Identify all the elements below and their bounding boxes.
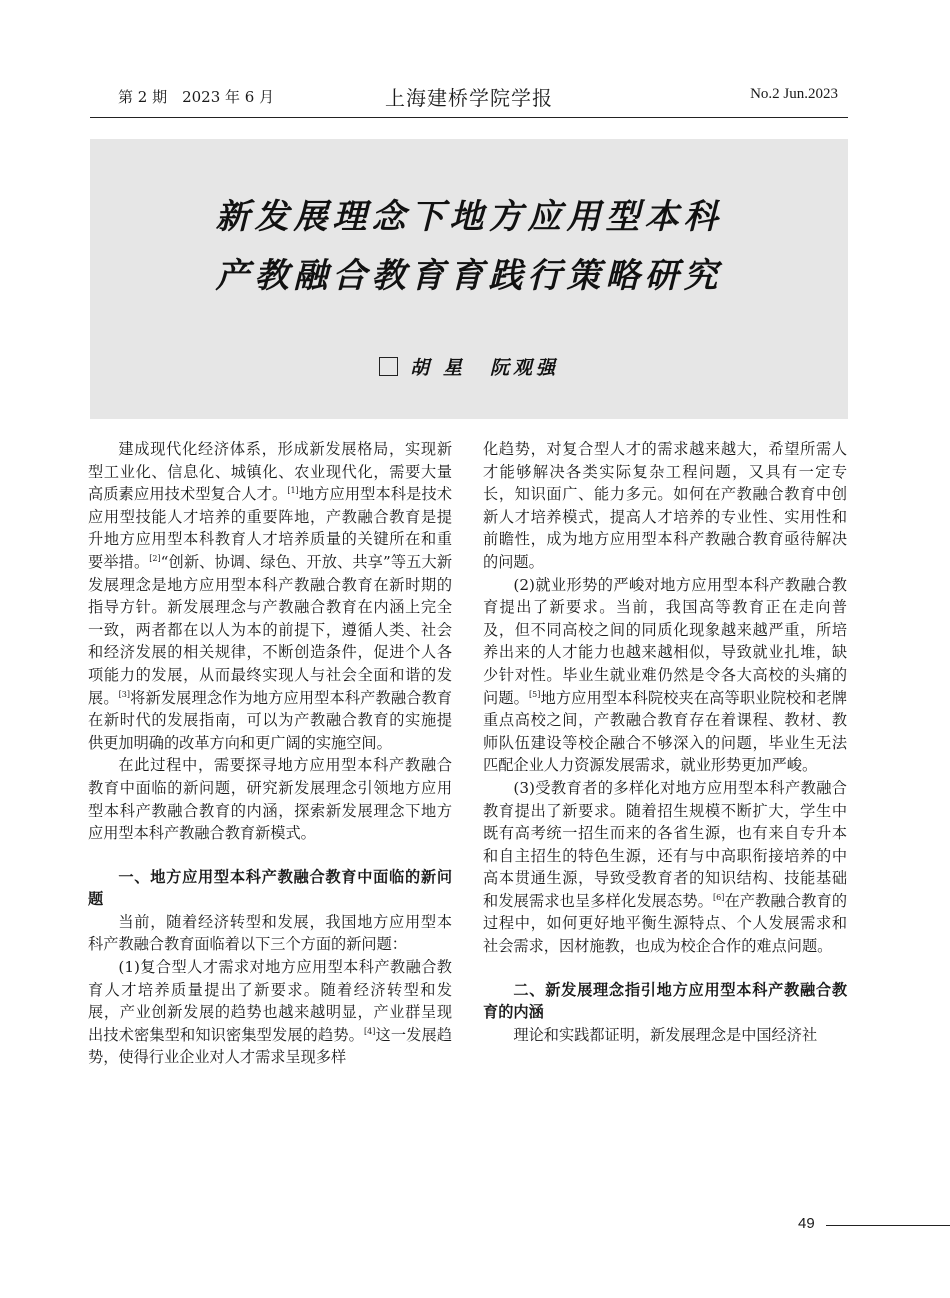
- title-block: [90, 139, 848, 419]
- author-line: [90, 353, 848, 380]
- page-number: 49: [798, 1215, 815, 1232]
- paragraph: (3)受教育者的多样化对地方应用型本科产教融合教育提出了新要求。随着招生规模不断扩大，学生中既有高考统一招生而来的各省生源，也有来自专升本和自主招生的特色生源，还有与中高职衔接培养的中高本贯通生源，导致受教育者的知识结构、技能基础和发展需求也呈多样化发展态势。[6]在产教融合教育的过程中，如何更好地平衡生源特点、个人发展需求和社会需求，因材施教，也成为校企合作的难点问题。: [483, 778, 848, 956]
- page-number-rule: [826, 1225, 950, 1226]
- paragraph: 在此过程中，需要探寻地方应用型本科产教融合教育中面临的新问题，研究新发展理念引领地方应用型本科产教融合教育的内涵，探索新发展理念下地方应用型本科产教融合教育新模式。: [88, 756, 452, 843]
- citation: [3]: [118, 689, 131, 699]
- journal-name: 上海建桥学院学报: [385, 86, 553, 110]
- citation: [1]: [287, 486, 299, 496]
- author-2: 阮观强: [490, 357, 560, 379]
- citation: [6]: [713, 892, 725, 902]
- issue-info: 第 2 期 2023 年 6 月: [118, 88, 275, 106]
- paragraph: 理论和实践都证明，新发展理念是中国经济社: [513, 1025, 818, 1044]
- citation: [5]: [529, 689, 541, 699]
- paragraph: (2)就业形势的严峻对地方应用型本科产教融合教育提出了新要求。当前，我国高等教育正在走向普及，但不同高校之间的同质化现象越来越严重，所培养出来的人才能力也越来越相似，导致就业扎堆，缺少针对性。毕业生就业难仍然是令各大高校的头痛的问题。[5]地方应用型本科院校夹在高等职业院校和老牌重点高校之间，产教融合教育存在着课程、教材、教师队伍建设等校企融合不够深入的问题，毕业生无法匹配企业人力资源发展需求，就业形势更加严峻。: [483, 575, 848, 775]
- paper-title-line-1: 新发展理念下地方应用型本科: [215, 197, 723, 237]
- citation: [2]: [149, 553, 161, 563]
- right-column: [483, 438, 847, 1046]
- paper-title-line-2: 产教融合教育育践行策略研究: [215, 256, 723, 296]
- section-heading-1: 一、地方应用型本科产教融合教育中面临的新问题: [88, 867, 452, 909]
- paragraph: 当前，随着经济转型和发展，我国地方应用型本科产教融合教育面临着以下三个方面的新问题：: [88, 912, 452, 954]
- header-rule: [90, 117, 848, 118]
- running-header: [90, 84, 848, 114]
- paragraph: 建成现代化经济体系，形成新发展格局，实现新型工业化、信息化、城镇化、农业现代化，需要大量高质素应用技术型复合人才。[1]地方应用型本科是技术应用型技能人才培养的重要阵地，产教融合教育是提升地方应用型本科教育人才培养质量的关键所在和重要举措。[2]“创新、协调、绿色、开放、共享”等五大新发展理念是地方应用型本科产教融合教育在新时期的指导方针。新发展理念与产教融合教育在内涵上完全一致，两者都在以人为本的前提下，遵循人类、社会和经济发展的相关规律，不断创造条件，促进个人各项能力的发展，从而最终实现人与社会全面和谐的发展。[3]将新发展理念作为地方应用型本科产教融合教育在新时代的发展指南，可以为产教融合教育的实施提供更加明确的改革方向和更广阔的实施空间。: [88, 440, 453, 752]
- issue-info-en: No.2 Jun.2023: [750, 86, 838, 102]
- author-box-icon: [379, 357, 398, 376]
- section-heading-2: 二、新发展理念指引地方应用型本科产教融合教育的内涵: [483, 980, 847, 1022]
- paragraph: (1)复合型人才需求对地方应用型本科产教融合教育人才培养质量提出了新要求。随着经济转型和发展，产业创新发展的趋势也越来越明显，产业群呈现出技术密集型和知识密集型发展的趋势。[4]这一发展趋势，使得行业企业对人才需求呈现多样: [88, 958, 453, 1067]
- paragraph: 化趋势，对复合型人才的需求越来越大，希望所需人才能够解决各类实际复杂工程问题，又具有一定专长，知识面广、能力多元。如何在产教融合教育中创新人才培养模式，提高人才培养的专业性、实用性和前瞻性，成为地方应用型本科产教融合教育亟待解决的问题。: [483, 440, 847, 571]
- author-1: 胡星: [409, 357, 476, 379]
- citation: [4]: [364, 1026, 376, 1036]
- left-column: [88, 438, 452, 1069]
